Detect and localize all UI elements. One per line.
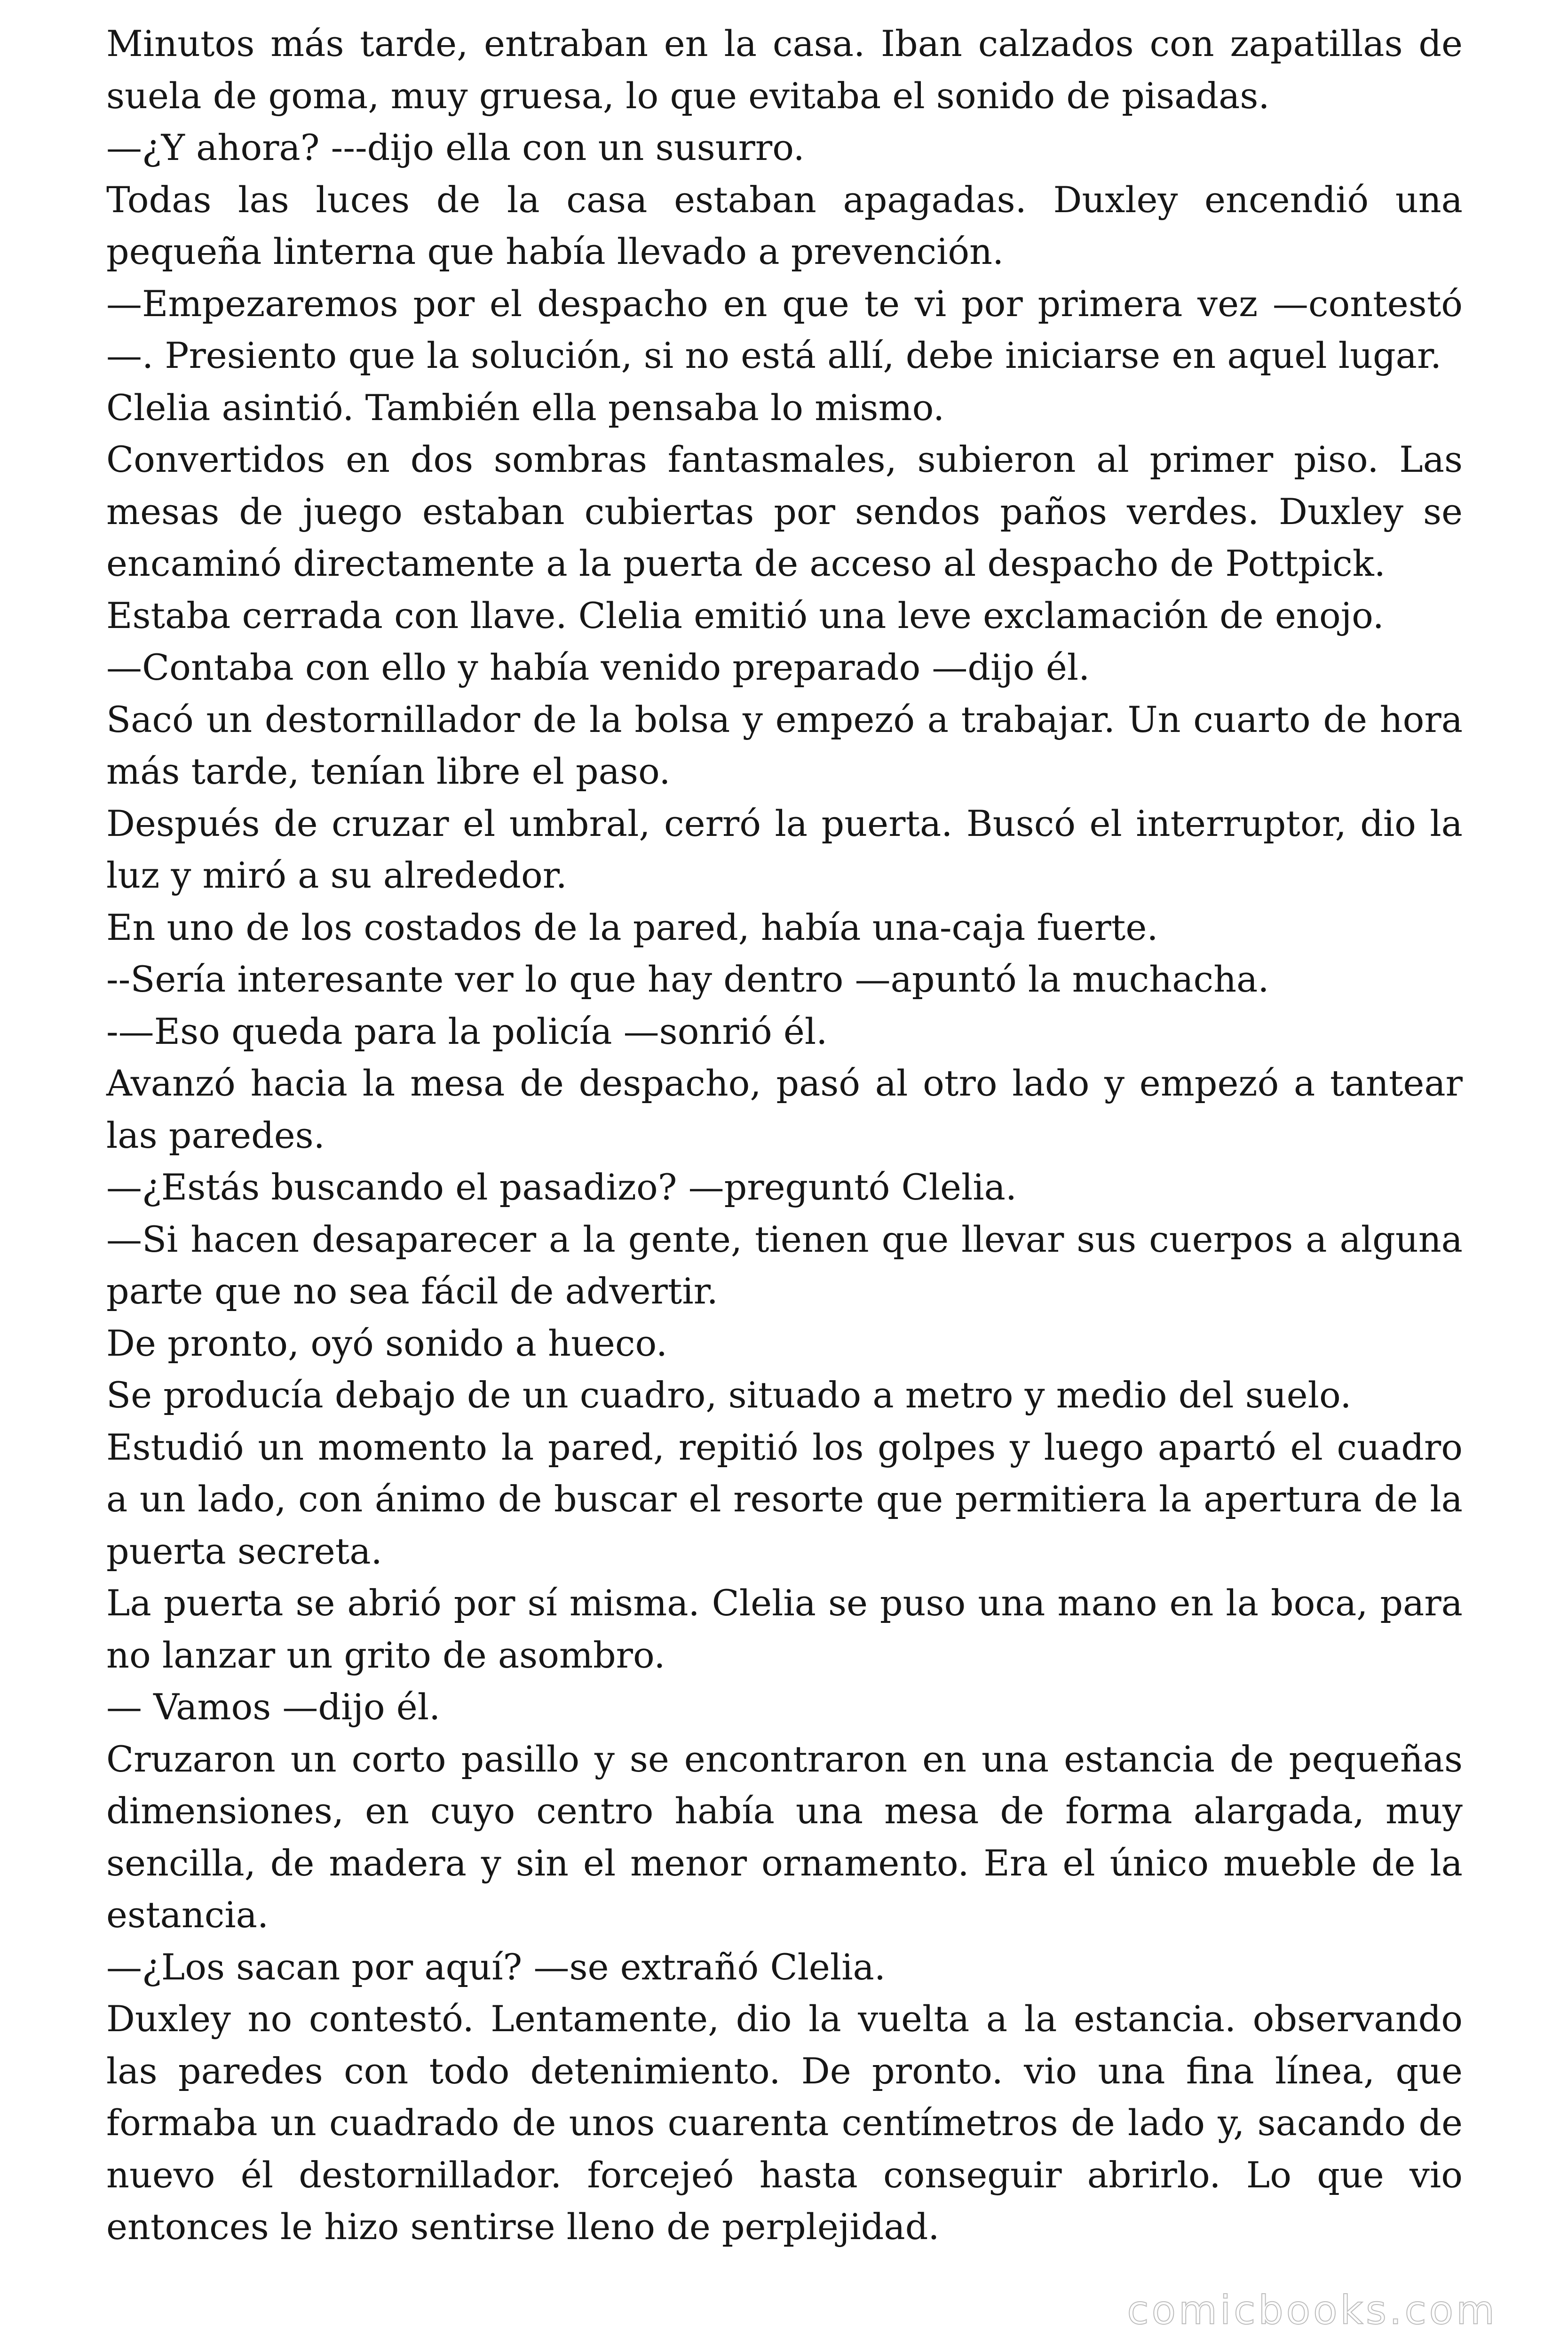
paragraph: --Sería interesante ver lo que hay dentro —apuntó la muchacha. — [106, 958, 1269, 1000]
paragraph: —¿Los sacan por aquí? —se extrañó Clelia. — [106, 1946, 886, 1988]
paragraph: La puerta se abrió por sí misma. Clelia se puso una mano en la boca, para no lanzar un grito de asombro. — [106, 1582, 1463, 1676]
paragraph: Se producía debajo de un cuadro, situado a metro y medio del suelo. — [106, 1374, 1352, 1416]
paragraph: -—Eso queda para la policía —sonrió él. — [106, 1010, 828, 1052]
paragraph: En uno de los costados de la pared, había una-caja fuerte. — [106, 906, 1158, 948]
paragraph: Minutos más tarde, entraban en la casa. Iban calzados con zapatillas de suela de goma, muy gruesa, lo que evitaba el sonido de pisadas. — [106, 23, 1463, 117]
paragraph: —Si hacen desaparecer a la gente, tienen que llevar sus cuerpos a alguna parte que no sea fácil de advertir. — [106, 1218, 1463, 1312]
paragraph: — Vamos —dijo él. — [106, 1686, 441, 1728]
paragraph: Cruzaron un corto pasillo y se encontraron en una estancia de pequeñas dimensiones, en cuyo centro había una mesa de forma alargada, muy sencilla, de madera y sin el menor ornamento. Era el único mueble de la estancia. — [106, 1738, 1463, 1936]
paragraph: Duxley no contestó. Lentamente, dio la vuelta a la estancia. observando las paredes con todo detenimiento. De pronto. vio una fina línea, que formaba un cuadrado de unos cuarenta centímetros de lado y, sacando de nuevo él destornillador. forcejeó hasta conseguir abrirlo. Lo que vio entonces le hizo sentirse lleno de perplejidad. — [106, 1998, 1463, 2248]
body-text — [106, 18, 1463, 2253]
paragraph: Todas las luces de la casa estaban apagadas. Duxley encendió una pequeña linterna que había llevado a prevención. — [106, 178, 1463, 272]
paragraph: —¿Estás buscando el pasadizo? —preguntó Clelia. — [106, 1166, 1017, 1208]
paragraph: —Contaba con ello y había venido preparado —dijo él. — [106, 646, 1090, 688]
watermark: comicbooks.com — [1127, 2287, 1497, 2333]
paragraph: Clelia asintió. También ella pensaba lo mismo. — [106, 386, 945, 429]
paragraph: Estaba cerrada con llave. Clelia emitió una leve exclamación de enojo. — [106, 594, 1384, 636]
paragraph: Convertidos en dos sombras fantasmales, subieron al primer piso. Las mesas de juego estaban cubiertas por sendos paños verdes. Duxley se encaminó directamente a la puerta de acceso al despacho de Pottpick. — [106, 438, 1463, 584]
paragraph: Estudió un momento la pared, repitió los golpes y luego apartó el cuadro a un lado, con ánimo de buscar el resorte que permitiera la apertura de la puerta secreta. — [106, 1426, 1463, 1572]
paragraph: Sacó un destornillador de la bolsa y empezó a trabajar. Un cuarto de hora más tarde, tenían libre el paso. — [106, 698, 1463, 792]
paragraph: —Empezaremos por el despacho en que te vi por primera vez —contestó—. Presiento que la solución, si no está allí, debe iniciarse en aquel lugar. — [106, 282, 1463, 376]
paragraph: —¿Y ahora? ---dijo ella con un susurro. — [106, 127, 805, 168]
paragraph: Avanzó hacia la mesa de despacho, pasó al otro lado y empezó a tantear las paredes. — [106, 1062, 1463, 1156]
paragraph: Después de cruzar el umbral, cerró la puerta. Buscó el interruptor, dio la luz y miró a su alrededor. — [106, 802, 1463, 896]
paragraph: De pronto, oyó sonido a hueco. — [106, 1322, 668, 1364]
